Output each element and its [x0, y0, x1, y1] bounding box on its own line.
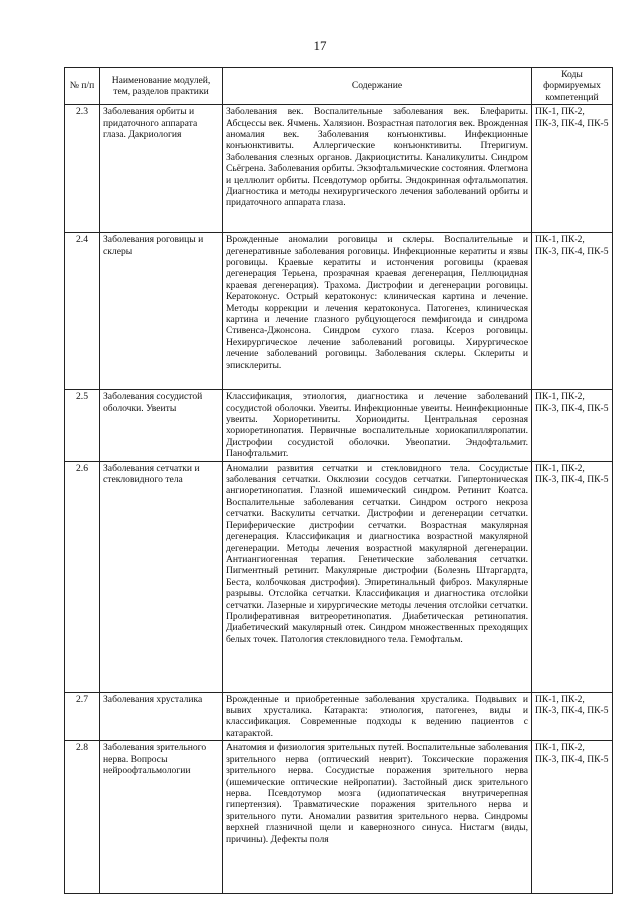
table-row — [65, 461, 613, 692]
table-row — [65, 105, 613, 233]
row-codes: ПК-1, ПК-2, ПК-3, ПК-4, ПК-5 — [532, 105, 613, 233]
row-name: Заболевания сетчатки и стекловидного тела — [100, 461, 223, 692]
row-content: Аномалии развития сетчатки и стекловидного тела. Сосудистые заболевания сетчатки. Окклюзии сосудов сетчатки. Гипертоническая ангиоретинопатия. Глазной ишемический синдром. Ретинит Коатса. Воспалительные заболевания сетчатки. Синдром острого некроза сетчатки. Васкулиты сетчатки. Дистрофии и дегенерации сетчатки. Периферические дистрофии сетчатки. Возрастная макулярная дегенерация. Классификация и диагностика возрастной макулярной дегенерации. Методы лечения возрастной макулярной дегенерации. Антиангиогенная терапия. Генетические заболевания сетчатки. Пигментный ретинит. Макулярные дистрофии (Болезнь Штаргардта, Беста, колбочковая дистрофия). Эпиретинальный фиброз. Макулярные разрывы. Отслойка сетчатки. Классификация и диагностика отслойки сетчатки. Лазерные и хирургические методы лечения отслойки сетчатки. Пролиферативная витреоретинопатия. Диабетическая ретинопатия. Диабетический макулярный отек. Синдром множественных преходящих белых точек. Патология стекловидного тела. Гемофтальм. — [223, 461, 532, 692]
table-header-row — [65, 68, 613, 105]
row-content: Врожденные и приобретенные заболевания хрусталика. Подвывих и вывих хрусталика. Катаракта: этиология, патогенез, виды и классификация. Современные подходы к ведению пациентов с катарактой. — [223, 692, 532, 741]
row-content: Врожденные аномалии роговицы и склеры. Воспалительные и дегенеративные заболевания роговицы. Инфекционные кератиты и язвы роговицы. Краевые кератиты и истончения роговицы (краевая дегенерация Терьена, прозрачная краевая дегенерация, Пеллюцидная краевая дегенерация). Трахома. Дистрофии и дегенерации роговицы. Кератоконус. Острый кератоконус: клиническая картина и лечение. Методы коррекции и лечения кератоконуса. Патогенез, клиническая картина и лечение глазного рубцующегося пемфигоида и синдрома Стивенса-Джонсона. Синдром сухого глаза. Ксероз роговицы. Нехирургическое лечение заболеваний роговицы. Хирургическое лечение заболеваний роговицы. Заболевания склеры. Склериты и эписклериты. — [223, 233, 532, 390]
table-row — [65, 741, 613, 894]
header-name: Наименование модулей, тем, разделов практики — [100, 68, 223, 105]
row-codes: ПК-1, ПК-2, ПК-3, ПК-4, ПК-5 — [532, 233, 613, 390]
row-content: Классификация, этиология, диагностика и лечение заболеваний сосудистой оболочки. Увеиты. Инфекционные увеиты. Неинфекционные увеиты. Хориоретиниты. Хориоидиты. Центральная серозная хориоретинопатия. Первичные воспалительные хориокапилляропатии. Дистрофии сосудистой оболочки. Увеопатии. Эндофтальмит. Панофтальмит. — [223, 390, 532, 461]
modules-table — [64, 67, 613, 894]
header-content: Содержание — [223, 68, 532, 105]
row-num: 2.5 — [65, 390, 100, 461]
table-row — [65, 233, 613, 390]
row-codes: ПК-1, ПК-2, ПК-3, ПК-4, ПК-5 — [532, 390, 613, 461]
row-content: Анатомия и физиология зрительных путей. Воспалительные заболевания зрительного нерва (оптический неврит). Токсические поражения зрительного нерва. Сосудистые поражения зрительного нерва (ишемические оптические нейропатии). Застойный диск зрительного нерва. Псевдотумор мозга (идиопатическая внутричерепная гипертензия). Травматические поражения зрительного нерва и зрительного пути. Аномалии развития зрительного нерва. Синдромы верхней глазничной щели и кавернозного синуса. Нистагм (виды, причины). Дефекты поля — [223, 741, 532, 894]
row-codes: ПК-1, ПК-2, ПК-3, ПК-4, ПК-5 — [532, 461, 613, 692]
row-num: 2.7 — [65, 692, 100, 741]
header-num: № п/п — [65, 68, 100, 105]
table-row — [65, 692, 613, 741]
row-codes: ПК-1, ПК-2, ПК-3, ПК-4, ПК-5 — [532, 741, 613, 894]
row-num: 2.3 — [65, 105, 100, 233]
page-number: 17 — [313, 38, 327, 53]
row-name: Заболевания орбиты и придаточного аппарата глаза. Дакриология — [100, 105, 223, 233]
row-num: 2.8 — [65, 741, 100, 894]
row-name: Заболевания сосудистой оболочки. Увеиты — [100, 390, 223, 461]
row-codes: ПК-1, ПК-2, ПК-3, ПК-4, ПК-5 — [532, 692, 613, 741]
header-codes: Коды формируемых компетенций — [532, 68, 613, 105]
row-name: Заболевания зрительного нерва. Вопросы нейроофтальмологии — [100, 741, 223, 894]
row-content: Заболевания век. Воспалительные заболевания век. Блефариты. Абсцессы век. Ячмень. Халязион. Возрастная патология век. Врожденная аномалия век. Заболевания конъюнктивы. Инфекционные конъюнктивиты. Аллергические конъюнктивиты. Птеригиум. Заболевания слезных органов. Дакриоциститы. Каналикулиты. Синдром Сьёгрена. Заболевания орбиты. Экзофтальмические состояния. Флегмона и целлюлит орбиты. Псевдотумор орбиты. Эндокринная офтальмопатия. Диагностика и методы нехирургического лечения заболеваний орбиты и придаточного аппарата глаза. — [223, 105, 532, 233]
row-num: 2.4 — [65, 233, 100, 390]
row-name: Заболевания роговицы и склеры — [100, 233, 223, 390]
row-num: 2.6 — [65, 461, 100, 692]
table-row — [65, 390, 613, 461]
row-name: Заболевания хрусталика — [100, 692, 223, 741]
